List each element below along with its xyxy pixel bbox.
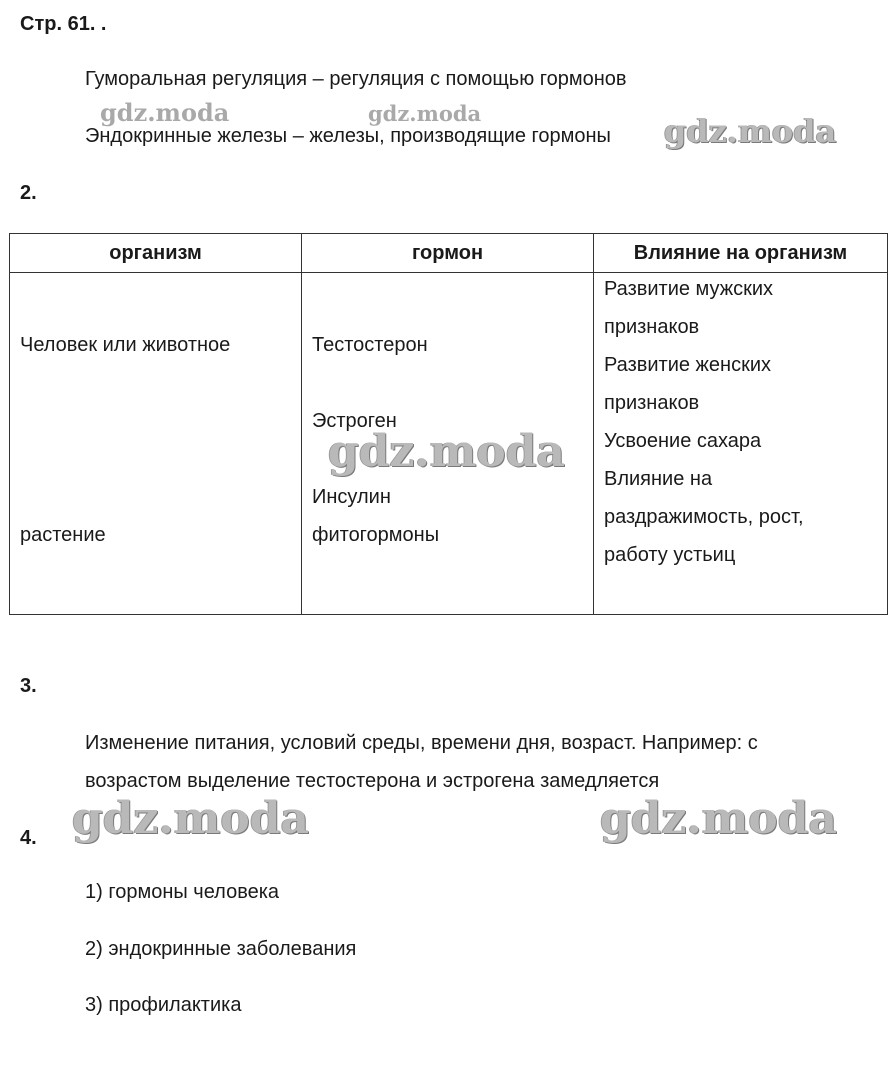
effect-line: признаков <box>604 392 700 414</box>
watermark: gdz.moda <box>72 793 310 844</box>
effect-line: Усвоение сахара <box>604 430 762 452</box>
effect-line: Развитие женских <box>604 354 772 376</box>
hormone-testosterone: Тестостерон <box>312 334 428 356</box>
table-row <box>10 273 888 615</box>
section-2-number: 2. <box>20 182 37 204</box>
hormone-insulin: Инсулин <box>312 486 391 508</box>
organism-cell <box>10 273 302 615</box>
section-4-number: 4. <box>20 827 37 849</box>
organism-plant: растение <box>20 524 106 546</box>
section-3-text-line-1: Изменение питания, условий среды, времени дня, возраст. Например: с <box>85 732 758 754</box>
page-title: Стр. 61. . <box>20 13 107 35</box>
effect-line: работу устьиц <box>604 544 736 566</box>
header-effect: Влияние на организм <box>594 234 888 273</box>
effect-line: Влияние на <box>604 468 713 490</box>
definition-humoral: Гуморальная регуляция – регуляция с помощью гормонов <box>85 68 627 90</box>
definition-endocrine: Эндокринные железы – железы, производящие гормоны <box>85 125 611 147</box>
section-3-number: 3. <box>20 675 37 697</box>
watermark: gdz.moda <box>600 793 838 844</box>
list-item: 1) гормоны человека <box>85 881 280 903</box>
organism-human-animal: Человек или животное <box>20 334 231 356</box>
effect-line: признаков <box>604 316 700 338</box>
hormone-estrogen: Эстроген <box>312 410 397 432</box>
watermark: gdz.moda <box>368 101 482 126</box>
header-organism: организм <box>10 234 302 273</box>
header-hormone: гормон <box>302 234 594 273</box>
effect-line: Развитие мужских <box>604 278 774 300</box>
section-3-text-line-2: возрастом выделение тестостерона и эстрогена замедляется <box>85 770 660 792</box>
hormone-cell <box>302 273 594 615</box>
hormone-phytohormones: фитогормоны <box>312 524 440 546</box>
table-header-row <box>10 234 888 273</box>
watermark: gdz.moda <box>100 98 230 127</box>
watermark: gdz.moda <box>664 112 837 150</box>
watermark: gdz.moda <box>328 426 566 477</box>
list-item: 3) профилактика <box>85 994 242 1016</box>
list-item: 2) эндокринные заболевания <box>85 938 357 960</box>
hormone-table <box>9 233 888 615</box>
effect-line: раздражимость, рост, <box>604 506 804 528</box>
effect-cell <box>594 273 888 615</box>
